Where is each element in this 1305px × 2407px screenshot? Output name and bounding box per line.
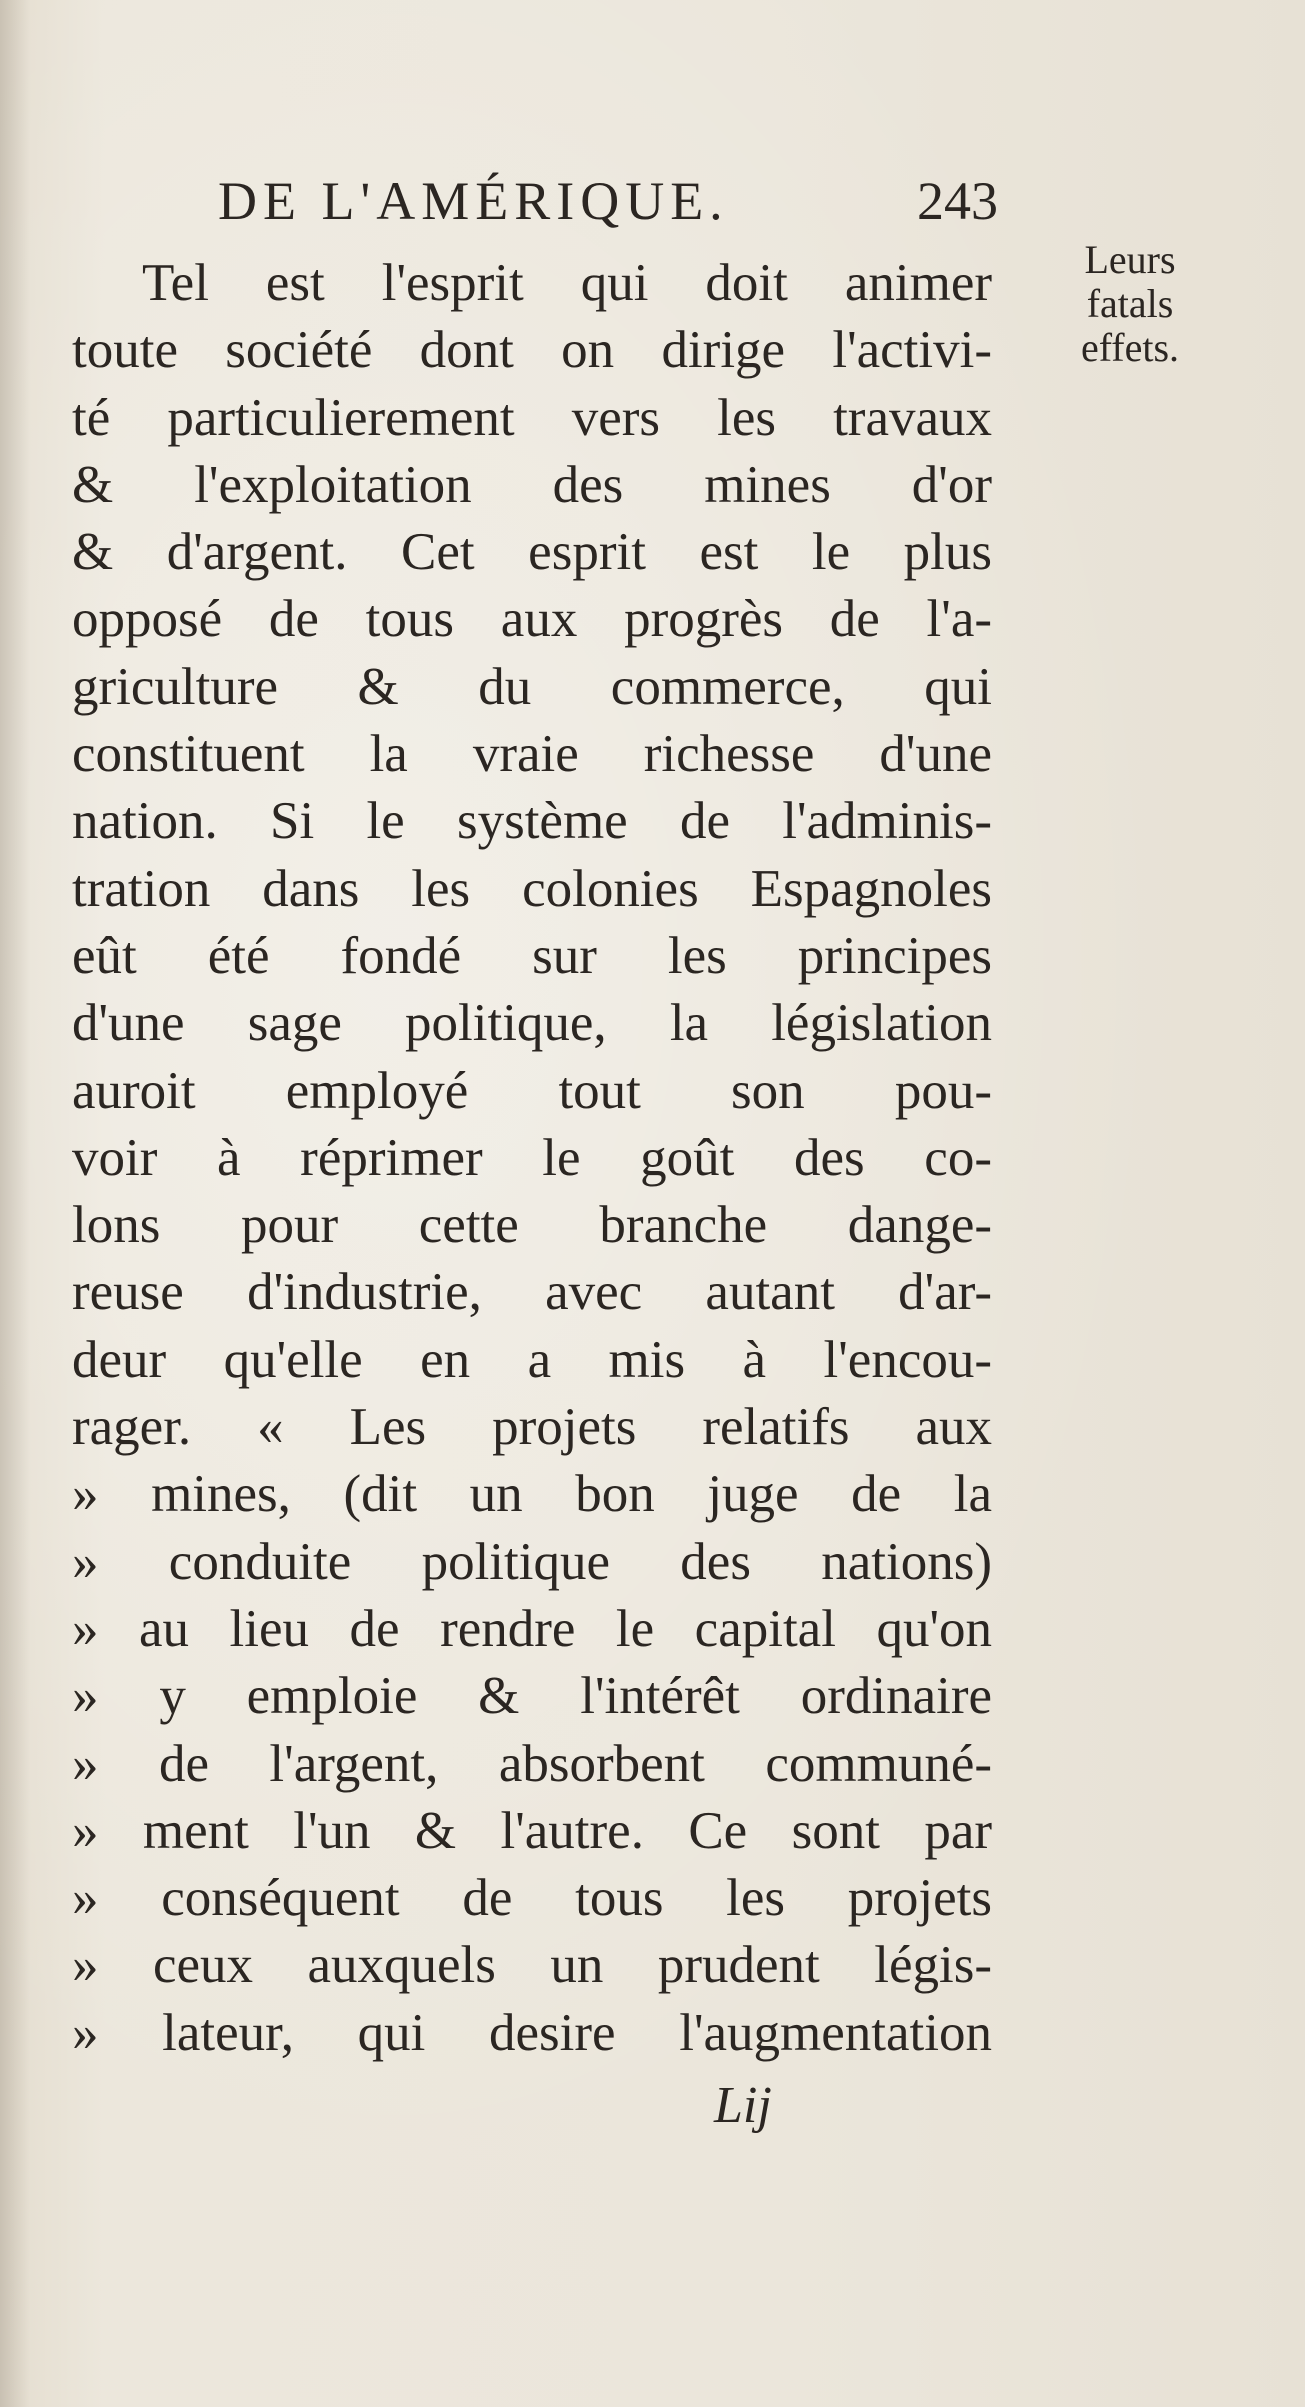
text-line: » y emploie & l'intérêt ordinaire <box>72 1667 992 1726</box>
text-line: rager. « Les projets relatifs aux <box>72 1398 992 1457</box>
text-line: » de l'argent, absorbent communé- <box>72 1734 992 1793</box>
text-line: constituent la vraie richesse d'une <box>72 725 992 784</box>
text-line: d'une sage politique, la législation <box>72 994 992 1053</box>
text-line: » mines, (dit un bon juge de la <box>72 1465 992 1524</box>
text-line: opposé de tous aux progrès de l'a- <box>72 590 992 649</box>
page-number: 243 <box>917 171 998 231</box>
signature-mark: Lij <box>714 2077 772 2134</box>
running-head: DE L'AMÉRIQUE. <box>218 171 729 231</box>
text-line: lons pour cette branche dange- <box>72 1196 992 1255</box>
text-line: & l'exploitation des mines d'or <box>72 455 992 514</box>
margin-note-line: Leurs <box>1084 237 1176 282</box>
text-line: deur qu'elle en a mis à l'encou- <box>72 1330 992 1389</box>
text-line: » ceux auxquels un prudent légis- <box>72 1936 992 1995</box>
text-line: » conséquent de tous les projets <box>72 1869 992 1928</box>
text-line: Tel est l'esprit qui doit animer <box>142 254 992 312</box>
text-line: griculture & du commerce, qui <box>72 657 992 716</box>
margin-note <box>1040 238 1220 370</box>
text-line: voir à réprimer le goût des co- <box>72 1128 992 1187</box>
spine-shadow <box>0 0 30 2407</box>
margin-note-line: fatals <box>1086 281 1174 326</box>
text-line: auroit employé tout son pou- <box>72 1061 992 1120</box>
text-line: té particulierement vers les travaux <box>72 388 992 447</box>
margin-note-line: effets. <box>1080 325 1180 370</box>
text-line: » ment l'un & l'autre. Ce sont par <box>72 1801 992 1860</box>
text-line: » au lieu de rendre le capital qu'on <box>72 1599 992 1658</box>
text-line: nation. Si le système de l'adminis- <box>72 792 992 851</box>
body-text <box>72 250 992 2067</box>
page-header <box>218 170 998 250</box>
text-line: & d'argent. Cet esprit est le plus <box>72 523 992 582</box>
text-line: tration dans les colonies Espagnoles <box>72 859 992 918</box>
text-line: reuse d'industrie, avec autant d'ar- <box>72 1263 992 1322</box>
text-line: » lateur, qui desire l'augmentation <box>72 2003 992 2062</box>
text-line: » conduite politique des nations) <box>72 1532 992 1591</box>
text-line: eût été fondé sur les principes <box>72 926 992 985</box>
text-line: toute société dont on dirige l'activi- <box>72 321 992 380</box>
